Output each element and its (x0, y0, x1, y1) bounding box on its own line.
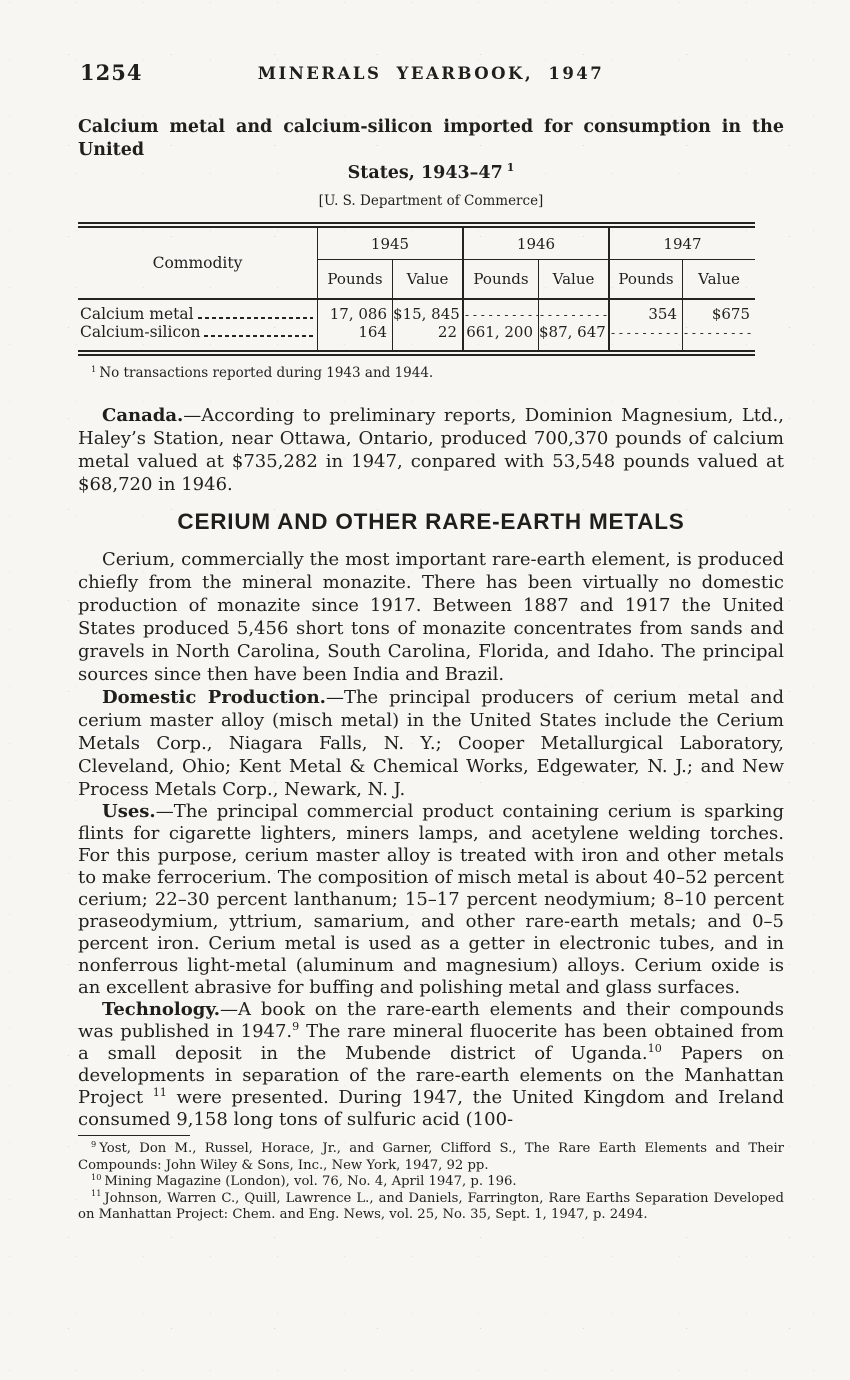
running-header (78, 62, 784, 88)
imports-table (78, 222, 755, 356)
paragraph-domestic-production (78, 686, 784, 801)
subheader-value-1945: Value (392, 260, 464, 298)
table-cell: 22 (392, 323, 464, 350)
table-footnote-ref: 1 (91, 363, 97, 374)
table-body (78, 300, 755, 350)
table-caption-line2 (78, 162, 784, 185)
caption-footnote-ref: 1 (506, 161, 515, 175)
subheader-value-1946: Value (538, 260, 610, 298)
column-header-1946: 1946 (464, 228, 610, 260)
subheader-pounds-1945: Pounds (327, 270, 383, 288)
paragraph-canada (78, 404, 784, 496)
table-cell: $87, 647 (538, 323, 610, 350)
page-content (78, 62, 784, 1224)
footnote-ref: 9 (91, 1138, 97, 1149)
dot-leader (198, 317, 313, 319)
table-source-note: [U. S. Department of Commerce] (318, 193, 544, 209)
footnote-ref: 10 (647, 1042, 662, 1055)
commodity-label: Calcium-silicon (80, 323, 201, 341)
subheader-pounds-1947: Pounds (618, 270, 674, 288)
footnote-separator (78, 1135, 190, 1136)
table-header (78, 228, 755, 300)
column-header-commodity: Commodity (78, 228, 318, 298)
table-cell: 354 (648, 305, 677, 323)
table-caption-line2-text: States, 1943–47 (347, 163, 503, 183)
paragraph-lead: Technology. (102, 999, 221, 1020)
table-caption (78, 116, 784, 185)
table-cell: 17, 086 (329, 305, 387, 323)
footnote-11 (78, 1188, 784, 1224)
paragraph-text: —The principal producers of cerium metal and cerium master alloy (misch metal) in the United States include the Cerium Metals Corp., Niagara Falls, N. Y.; Cooper Metallurgical Laboratory, Cleveland, Ohio; Kent Metal & Chemical Works, Edgewater, N. J.; and New Process Metals Corp., Newark, N. J. (78, 687, 784, 800)
table-cell: 661, 200 (466, 323, 533, 341)
table-cell: $675 (682, 300, 755, 323)
footnote-ref: 11 (152, 1086, 167, 1099)
paragraph-lead: Uses. (102, 801, 156, 822)
footnote-text: Yost, Don M., Russel, Horace, Jr., and Garner, Clifford S., The Rare Earth Elements and Their Compounds: John Wiley & Sons, Inc., New York, 1947, 92 pp. (78, 1141, 784, 1173)
dot-leader (204, 335, 313, 337)
paragraph-uses (78, 801, 784, 999)
column-header-1947: 1947 (610, 228, 755, 260)
paragraph-cerium-intro: Cerium, commercially the most important rare-earth element, is produced chiefly from the mineral monazite. There has been virtually no domestic production of monazite since 1917. Between 1887 and 1917 the United States produced 5,456 short tons of monazite concentrates from sands and gravels in North Carolina, South Carolina, Florida, and Idaho. The principal sources since then have been India and Brazil. (78, 549, 784, 685)
footnote-text: Mining Magazine (London), vol. 76, No. 4, April 1947, p. 196. (104, 1174, 517, 1189)
paragraph-text: —According to preliminary reports, Dominion Magnesium, Ltd., Haley’s Station, near Ottawa, Ontario, produced 700,370 pounds of calcium metal valued at $735,282 in 1947, conpared with 53,548 pounds valued at $68,720 in 1946. (78, 405, 784, 495)
table-row-commodity (78, 300, 318, 323)
table-cell: $15, 845 (392, 300, 464, 323)
footnote-ref: 9 (292, 1020, 300, 1033)
footnote-ref: 10 (91, 1171, 102, 1182)
subheader-value-1947: Value (682, 260, 755, 298)
column-header-1945: 1945 (318, 228, 464, 260)
table-cell: 164 (358, 323, 387, 341)
paragraph-lead: Domestic Production. (102, 687, 326, 708)
footnote-ref: 11 (91, 1188, 102, 1199)
table-row-commodity (78, 323, 318, 350)
footnote-text: Johnson, Warren C., Quill, Lawrence L., and Daniels, Farrington, Rare Earths Separation Developed on Manhattan Project: Chem. and Eng. News, vol. 25, No. 35, Sept. 1, 1947, p. 2494. (78, 1190, 784, 1222)
footnote-9 (78, 1138, 784, 1174)
table-cell (464, 300, 538, 323)
paragraph-lead: Canada. (102, 405, 184, 426)
footnote-10 (78, 1171, 784, 1191)
table-cell (538, 300, 610, 323)
table-footnote (78, 365, 784, 381)
paragraph-text: —A book on the rare-earth elements and their compounds was published in 1947.$^9$ The rare mineral fluocerite has been obtained from a small deposit in the Mubende district of Uganda.$^{10}$ Papers on developments in separation of the rare-earth elements on the Manhattan Project $^{11}$ were presented. During 1947, the United Kingdom and Ireland consumed 9,158 long tons of sulfuric acid (100- (78, 999, 784, 1130)
table-cell (610, 323, 682, 350)
page-number: 1254 (80, 60, 143, 85)
footnotes (78, 1138, 784, 1224)
table-cell (682, 323, 755, 350)
paragraph-text: —The principal commercial product containing cerium is sparking flints for cigarette lighters, miners lamps, and acetylene welding torches. For this purpose, cerium master alloy is treated with iron and other metals to make ferrocerium. The composition of misch metal is about 40–52 percent cerium; 22–30 percent lanthanum; 15–17 percent neodymium; 8–10 percent praseodymium, yttrium, samarium, and other rare-earth metals; and 0–5 percent iron. Cerium metal is used as a getter in electronic tubes, and in nonferrous light-metal (aluminum and magnesium) alloys. Cerium oxide is an excellent abrasive for buffing and polishing metal and glass surfaces. (78, 801, 784, 998)
table-footnote-text: No transactions reported during 1943 and 1944. (99, 365, 434, 381)
running-title: MINERALS YEARBOOK, 1947 (257, 64, 605, 83)
section-heading: CERIUM AND OTHER RARE-EARTH METALS (177, 509, 685, 534)
table-caption-line1: Calcium metal and calcium-silicon imported for consumption in the United (78, 117, 784, 160)
subheader-pounds-1946: Pounds (473, 270, 529, 288)
paragraph-technology (78, 999, 784, 1131)
commodity-label: Calcium metal (80, 305, 194, 323)
